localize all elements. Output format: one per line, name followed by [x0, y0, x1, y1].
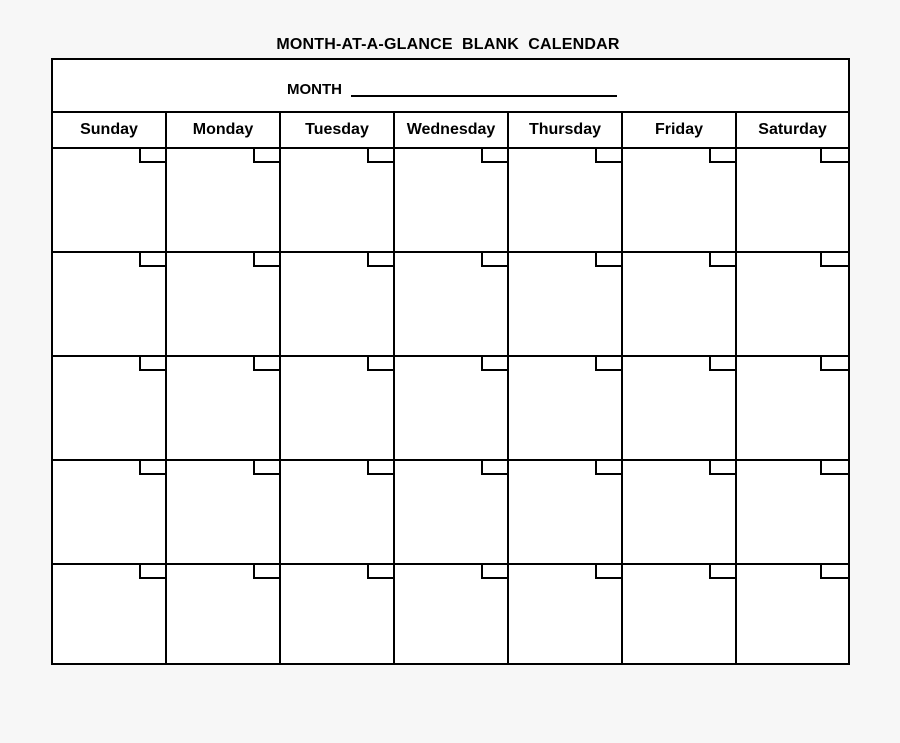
day-cell[interactable]	[623, 149, 737, 251]
day-cell[interactable]	[623, 357, 737, 459]
day-cell[interactable]	[53, 565, 167, 663]
weekday-header-row	[53, 113, 848, 149]
day-cell[interactable]	[509, 461, 623, 563]
calendar-frame	[51, 58, 850, 665]
date-number-box[interactable]	[481, 461, 509, 475]
date-number-box[interactable]	[709, 149, 737, 163]
calendar-grid	[53, 149, 848, 663]
date-number-box[interactable]	[481, 565, 509, 579]
day-cell[interactable]	[53, 357, 167, 459]
date-number-box[interactable]	[481, 253, 509, 267]
week-row	[53, 565, 848, 663]
day-cell[interactable]	[281, 357, 395, 459]
date-number-box[interactable]	[595, 149, 623, 163]
date-number-box[interactable]	[595, 461, 623, 475]
day-cell[interactable]	[623, 565, 737, 663]
day-cell[interactable]	[281, 565, 395, 663]
date-number-box[interactable]	[139, 565, 167, 579]
month-label: MONTH	[287, 81, 342, 98]
date-number-box[interactable]	[820, 149, 848, 163]
header-wednesday: Wednesday	[395, 113, 509, 147]
day-cell[interactable]	[167, 565, 281, 663]
week-row	[53, 253, 848, 357]
date-number-box[interactable]	[367, 565, 395, 579]
header-friday: Friday	[623, 113, 737, 147]
date-number-box[interactable]	[820, 357, 848, 371]
day-cell[interactable]	[53, 253, 167, 355]
date-number-box[interactable]	[595, 357, 623, 371]
day-cell[interactable]	[509, 357, 623, 459]
day-cell[interactable]	[395, 149, 509, 251]
month-write-line[interactable]	[351, 95, 617, 97]
date-number-box[interactable]	[709, 357, 737, 371]
date-number-box[interactable]	[709, 253, 737, 267]
day-cell[interactable]	[623, 461, 737, 563]
header-tuesday: Tuesday	[281, 113, 395, 147]
date-number-box[interactable]	[820, 565, 848, 579]
calendar-title: MONTH-AT-A-GLANCE BLANK CALENDAR	[276, 36, 620, 53]
date-number-box[interactable]	[367, 253, 395, 267]
day-cell[interactable]	[623, 253, 737, 355]
day-cell[interactable]	[395, 565, 509, 663]
date-number-box[interactable]	[367, 149, 395, 163]
week-row	[53, 149, 848, 253]
day-cell[interactable]	[53, 461, 167, 563]
day-cell[interactable]	[53, 149, 167, 251]
header-monday: Monday	[167, 113, 281, 147]
day-cell[interactable]	[509, 253, 623, 355]
date-number-box[interactable]	[481, 149, 509, 163]
day-cell[interactable]	[395, 253, 509, 355]
date-number-box[interactable]	[139, 253, 167, 267]
day-cell[interactable]	[167, 253, 281, 355]
date-number-box[interactable]	[481, 357, 509, 371]
date-number-box[interactable]	[709, 461, 737, 475]
day-cell[interactable]	[737, 357, 848, 459]
day-cell[interactable]	[167, 357, 281, 459]
day-cell[interactable]	[737, 253, 848, 355]
day-cell[interactable]	[395, 357, 509, 459]
day-cell[interactable]	[167, 149, 281, 251]
header-sunday: Sunday	[53, 113, 167, 147]
day-cell[interactable]	[737, 461, 848, 563]
date-number-box[interactable]	[709, 565, 737, 579]
date-number-box[interactable]	[595, 253, 623, 267]
day-cell[interactable]	[737, 149, 848, 251]
header-saturday: Saturday	[758, 121, 827, 138]
date-number-box[interactable]	[253, 357, 281, 371]
week-row	[53, 357, 848, 461]
date-number-box[interactable]	[367, 461, 395, 475]
date-number-box[interactable]	[253, 253, 281, 267]
month-row	[53, 60, 848, 113]
date-number-box[interactable]	[595, 565, 623, 579]
day-cell[interactable]	[167, 461, 281, 563]
day-cell[interactable]	[281, 461, 395, 563]
day-cell[interactable]	[281, 253, 395, 355]
date-number-box[interactable]	[367, 357, 395, 371]
date-number-box[interactable]	[253, 149, 281, 163]
day-cell[interactable]	[281, 149, 395, 251]
date-number-box[interactable]	[820, 461, 848, 475]
day-cell[interactable]	[509, 149, 623, 251]
day-cell[interactable]	[737, 565, 848, 663]
date-number-box[interactable]	[139, 149, 167, 163]
day-cell[interactable]	[509, 565, 623, 663]
date-number-box[interactable]	[253, 565, 281, 579]
date-number-box[interactable]	[820, 253, 848, 267]
day-cell[interactable]	[395, 461, 509, 563]
date-number-box[interactable]	[139, 357, 167, 371]
header-thursday: Thursday	[509, 113, 623, 147]
week-row	[53, 461, 848, 565]
date-number-box[interactable]	[253, 461, 281, 475]
date-number-box[interactable]	[139, 461, 167, 475]
